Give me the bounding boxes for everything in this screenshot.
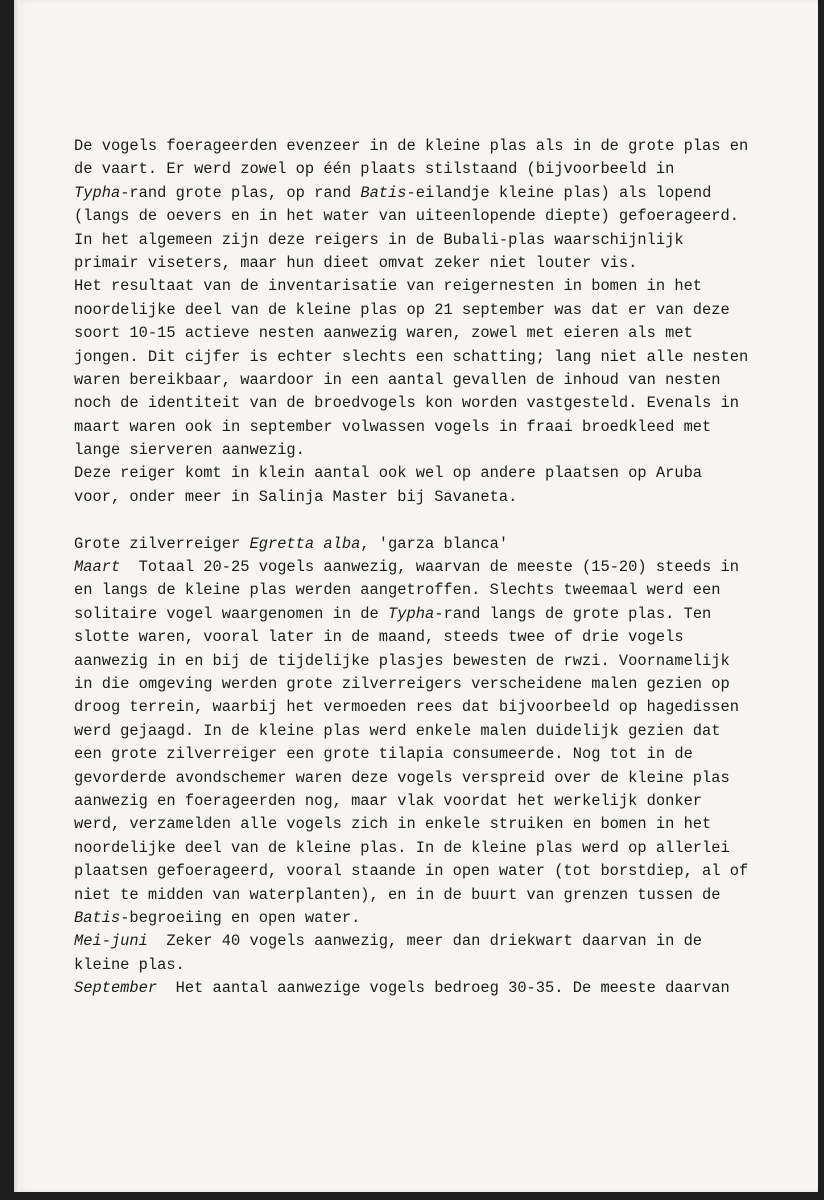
text-segment: -eilandje kleine plas) als lopend [406, 183, 712, 202]
text-segment: , 'garza blanca' [360, 534, 509, 553]
text-segment: aanwezig en foerageerden nog, maar vlak voordat het werkelijk donker [74, 791, 703, 810]
text-line [74, 837, 774, 860]
text-segment: kleine plas. [74, 955, 185, 974]
text-line [74, 884, 774, 907]
text-line [74, 439, 774, 462]
text-segment: soort 10-15 actieve nesten aanwezig waren, zowel met eieren als met [74, 324, 693, 343]
text-segment: droog terrein, waarbij het vermoeden rees dat bijvoorbeeld op hagedissen [74, 698, 739, 717]
text-line [74, 416, 774, 439]
text-line [74, 299, 774, 322]
italic-text-segment: Typha [388, 604, 435, 623]
text-line [74, 486, 774, 509]
text-segment: waren bereikbaar, waardoor in een aantal gevallen de inhoud van nesten [74, 370, 721, 389]
document-page [14, 0, 818, 1192]
text-line [74, 275, 774, 298]
text-line [74, 322, 774, 345]
text-segment: Grote zilverreiger [74, 534, 250, 553]
text-segment: Totaal 20-25 vogels aanwezig, waarvan de meeste (15-20) steeds in [120, 558, 739, 577]
body-text [74, 135, 774, 1000]
text-line [74, 930, 774, 953]
page-edge-shadow [14, 0, 20, 1192]
text-line [74, 533, 774, 556]
italic-text-segment: Mei-juni [74, 932, 148, 951]
italic-text-segment: Batis [360, 183, 407, 202]
text-segment: plaatsen gefoerageerd, vooral staande in open water (tot borstdiep, al of [74, 862, 749, 881]
italic-text-segment: Batis [74, 908, 121, 927]
text-segment: jongen. Dit cijfer is echter slechts een schatting; lang niet alle nesten [74, 347, 749, 366]
text-line [74, 790, 774, 813]
paragraph-gap [74, 509, 774, 532]
text-segment: Het aantal aanwezige vogels bedroeg 30-35. De meeste daarvan [157, 979, 730, 998]
text-line [74, 182, 774, 205]
text-line [74, 907, 774, 930]
text-line [74, 650, 774, 673]
text-line [74, 767, 774, 790]
text-segment: noch de identiteit van de broedvogels kon worden vastgesteld. Evenals in [74, 394, 739, 413]
text-segment: gevorderde avondschemer waren deze vogels verspreid over de kleine plas [74, 768, 730, 787]
text-segment: De vogels foerageerden evenzeer in de kleine plas als in de grote plas en [74, 137, 749, 155]
text-segment: Deze reiger komt in klein aantal ook wel op andere plaatsen op Aruba [74, 464, 703, 483]
text-line [74, 743, 774, 766]
text-segment: werd, verzamelden alle vogels zich in enkele struiken en bomen in het [74, 815, 712, 834]
text-line [74, 813, 774, 836]
text-line [74, 369, 774, 392]
text-line [74, 603, 774, 626]
text-line [74, 346, 774, 369]
text-segment: de vaart. Er werd zowel op één plaats stilstaand (bijvoorbeeld in [74, 160, 675, 179]
text-segment: noordelijke deel van de kleine plas op 21 september was dat er van deze [74, 300, 730, 319]
text-line [74, 720, 774, 743]
text-segment: primair viseters, maar hun dieet omvat zeker niet louter vis. [74, 253, 638, 272]
text-line [74, 579, 774, 602]
text-line [74, 158, 774, 181]
text-segment: in die omgeving werden grote zilverreigers verscheidene malen gezien op [74, 674, 730, 693]
text-line [74, 673, 774, 696]
text-line [74, 462, 774, 485]
text-line [74, 977, 774, 1000]
text-segment: noordelijke deel van de kleine plas. In de kleine plas werd op allerlei [74, 838, 730, 857]
text-segment: -begroeiing en open water. [120, 908, 361, 927]
text-line [74, 252, 774, 275]
text-segment: werd gejaagd. In de kleine plas werd enkele malen duidelijk gezien dat [74, 721, 721, 740]
text-segment: slotte waren, vooral later in de maand, steeds twee of drie vogels [74, 628, 684, 647]
text-segment: solitaire vogel waargenomen in de [74, 604, 389, 623]
text-segment: maart waren ook in september volwassen vogels in fraai broedkleed met [74, 417, 712, 436]
text-line [74, 556, 774, 579]
italic-text-segment: Typha [74, 183, 121, 202]
text-segment: aanwezig in en bij de tijdelijke plasjes bewesten de rwzi. Voornamelijk [74, 651, 730, 670]
text-segment: niet te midden van waterplanten), en in de buurt van grenzen tussen de [74, 885, 721, 904]
text-segment: -rand langs de grote plas. Ten [434, 604, 712, 623]
text-line [74, 860, 774, 883]
text-line [74, 205, 774, 228]
italic-text-segment: Egretta alba [249, 534, 361, 553]
text-line [74, 229, 774, 252]
text-segment: en langs de kleine plas werden aangetroffen. Slechts tweemaal werd een [74, 581, 721, 600]
text-line [74, 392, 774, 415]
text-segment: lange sierveren aanwezig. [74, 441, 305, 460]
text-segment: (langs de oevers en in het water van uiteenlopende diepte) gefoerageerd. [74, 207, 739, 226]
text-line [74, 696, 774, 719]
text-segment: -rand grote plas, op rand [120, 183, 361, 202]
italic-text-segment: September [74, 979, 158, 998]
text-line [74, 626, 774, 649]
text-line [74, 135, 774, 158]
text-line [74, 954, 774, 977]
text-segment: een grote zilverreiger een grote tilapia consumeerde. Nog tot in de [74, 745, 693, 764]
text-segment: Het resultaat van de inventarisatie van reigernesten in bomen in het [74, 277, 703, 296]
text-segment: Zeker 40 vogels aanwezig, meer dan driekwart daarvan in de [147, 932, 703, 951]
text-segment: voor, onder meer in Salinja Master bij Savaneta. [74, 487, 518, 506]
text-segment: In het algemeen zijn deze reigers in de Bubali-plas waarschijnlijk [74, 230, 684, 249]
italic-text-segment: Maart [74, 558, 121, 577]
